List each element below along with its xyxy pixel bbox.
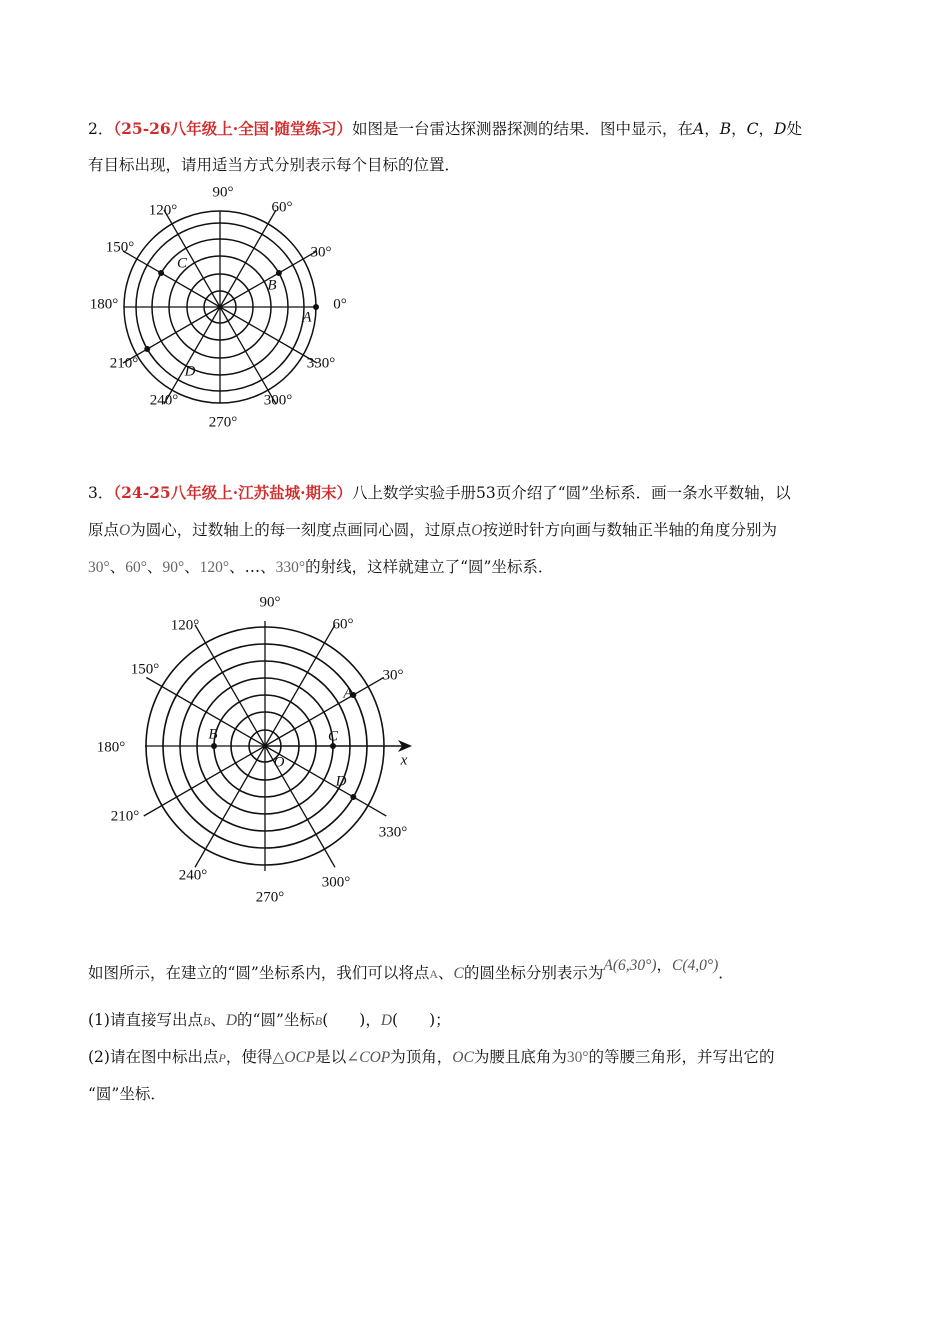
- sep: 、: [210, 1011, 226, 1029]
- sep: 、: [109, 558, 126, 576]
- x-axis-label: x: [400, 752, 408, 769]
- coord-angle-label: 60°: [332, 616, 354, 633]
- angle-30: 30°: [566, 1049, 589, 1066]
- radar-angle-label: 240°: [149, 392, 179, 409]
- radar-angle-label: 120°: [148, 202, 178, 219]
- q2-text-1: 如图是一台雷达探测器探测的结果．图中显示，在: [352, 120, 694, 138]
- q2-comma: ，: [704, 120, 720, 138]
- angle-330: 330°: [275, 559, 306, 576]
- q3-text: 的射线，这样就建立了“圆”坐标系．: [305, 558, 554, 576]
- radar-angle-label: 60°: [271, 199, 293, 216]
- coord-angle-label: 150°: [130, 661, 160, 678]
- angle-cop: ∠COP: [346, 1049, 391, 1066]
- coord-point-dot: [350, 794, 356, 800]
- q2-line-2: 有目标出现，请用适当方式分别表示每个目标的位置．: [88, 156, 461, 174]
- angle-90: 90°: [162, 559, 185, 576]
- radar-angle-label: 300°: [263, 392, 293, 409]
- coord-angle-label: 210°: [110, 808, 140, 825]
- sep: 、…、: [229, 558, 276, 576]
- q3-text: 为腰且底角为: [473, 1048, 567, 1066]
- q3-text: 原点: [88, 521, 120, 539]
- q3-sub2-line-2: “圆”坐标．: [88, 1085, 166, 1103]
- sep: 、: [438, 964, 454, 982]
- q3-origin-o: O: [471, 522, 483, 539]
- coord-angle-label: 330°: [378, 824, 408, 841]
- coord-angle-label: 300°: [321, 874, 351, 891]
- q2-comma: ，: [731, 120, 747, 138]
- point-d-ref: D: [380, 1012, 393, 1029]
- q3-sub1: [88, 1009, 878, 1032]
- q3-text: 的等腰三角形，并写出它的: [588, 1048, 775, 1066]
- radar-angle-label: 270°: [208, 414, 238, 431]
- coord-angle-label: 270°: [255, 889, 285, 906]
- coord-angle-label: 30°: [382, 667, 404, 684]
- coord-angle-label: 120°: [170, 617, 200, 634]
- radar-angle-label: 30°: [310, 244, 332, 261]
- sep: 、: [184, 558, 200, 576]
- q3-text: 为顶角，: [390, 1048, 453, 1066]
- radar-target-label-c: C: [176, 255, 188, 272]
- triangle-ocp: △OCP: [272, 1049, 316, 1066]
- radar-angle-label: 0°: [333, 296, 347, 313]
- sep: ，: [656, 956, 673, 974]
- coord-a: A(6,30°): [603, 957, 657, 974]
- origin-label: O: [273, 754, 285, 771]
- q3-description: [88, 956, 878, 985]
- q2-point-b: B: [719, 120, 732, 138]
- q3-text: (2)请在图中标出点: [88, 1048, 219, 1066]
- answer-blank: ( )，: [322, 1011, 381, 1029]
- radar-angle-label: 90°: [212, 184, 234, 201]
- q3-text: 的“圆”坐标: [237, 1011, 315, 1029]
- point-p-ref: P: [218, 1051, 226, 1065]
- q3-text: 为圆心，过数轴上的每一刻度点画同心圆，过原点: [130, 521, 472, 539]
- coord-point-label-b: B: [208, 726, 218, 743]
- q3-text: 是以: [315, 1048, 347, 1066]
- q2-source: （25-26八年级上·全国·随堂练习）: [113, 119, 352, 138]
- point-b-ref: B: [314, 1014, 323, 1028]
- radar-angle-label: 330°: [306, 355, 336, 372]
- coord-angle-label: 240°: [178, 867, 208, 884]
- q3-source: （24-25八年级上·江苏盐城·期末）: [113, 483, 352, 502]
- answer-blank: ( )；: [392, 1011, 451, 1029]
- radar-angle-label: 180°: [89, 296, 119, 313]
- radar-target-label-b: B: [267, 277, 277, 294]
- coord-angle-label: 180°: [96, 739, 126, 756]
- q3-text: 如图所示，在建立的“圆”坐标系内，我们可以将点: [88, 964, 430, 982]
- q2-number: 2．: [88, 120, 114, 138]
- coord-point-label-c: C: [327, 728, 339, 745]
- q3-origin-o: O: [119, 522, 131, 539]
- q3-text: ，使得: [225, 1048, 273, 1066]
- segment-oc: OC: [452, 1049, 474, 1066]
- point-a-ref: A: [429, 967, 439, 981]
- q3-text: 按逆时针方向画与数轴正半轴的角度分别为: [482, 521, 777, 539]
- coord-angle-label: 90°: [259, 594, 281, 611]
- point-d-ref: D: [225, 1012, 238, 1029]
- q2-text-tail: 处: [786, 120, 802, 138]
- angle-30: 30°: [88, 559, 110, 576]
- radar-angle-label: 210°: [109, 355, 139, 372]
- period: ．: [718, 964, 734, 982]
- q3-text: (1)请直接写出点: [88, 1011, 203, 1029]
- radar-target-label-a: A: [302, 309, 312, 326]
- q3-sub2: [88, 1046, 878, 1069]
- radar-target-label-d: D: [184, 363, 196, 380]
- q2-point-a: A: [693, 120, 705, 138]
- coord-point-dot: [211, 743, 217, 749]
- q3-text: 的圆坐标分别表示为: [463, 964, 604, 982]
- radar-angle-label: 150°: [105, 239, 135, 256]
- coord-point-label-a: A: [343, 685, 353, 702]
- point-c-ref: C: [453, 965, 464, 982]
- q2-comma: ，: [758, 120, 775, 138]
- q3-number: 3．: [88, 484, 114, 502]
- coord-c: C(4,0°): [672, 957, 719, 974]
- coord-point-label-d: D: [335, 773, 347, 790]
- q2-point-d: D: [774, 120, 787, 138]
- q2-point-c: C: [746, 120, 759, 138]
- point-b-ref: B: [202, 1014, 211, 1028]
- angle-120: 120°: [199, 559, 230, 576]
- angle-60: 60°: [125, 559, 147, 576]
- sep: 、: [146, 558, 163, 576]
- q3-text-1: 八上数学实验手册53页介绍了“圆”坐标系．画一条水平数轴，以: [352, 484, 791, 502]
